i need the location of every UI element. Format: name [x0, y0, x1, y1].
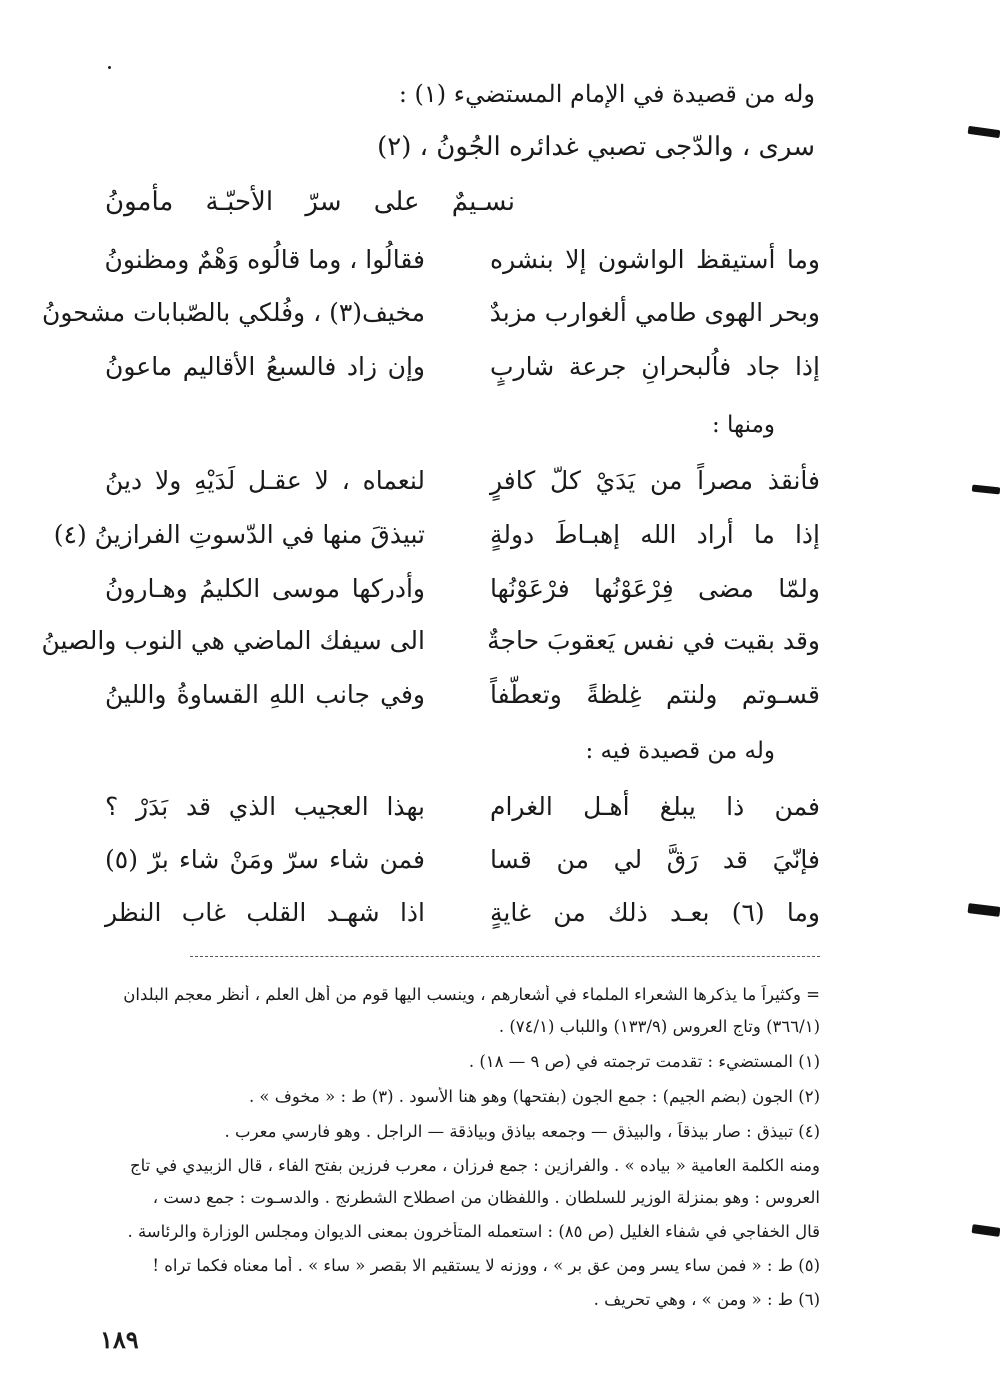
verse-second-hemistich: وأدركها موسى الكليمُ وهـارونُ: [105, 574, 425, 603]
footnote-line: (٢) الجون (بضم الجيم) : جمع الجون (بفتحها) وهو هنا الأسود . (٣) ط : « مخوف » .: [248, 1087, 820, 1106]
opening-verse-second-half: نسـيمٌ على سرّ الأحبّـة مأمونُ: [105, 187, 515, 217]
verse-second-hemistich: اذا شهـد القلب غاب النظر: [105, 898, 425, 927]
verse-first-hemistich: وبحر الهوى طامي ألغوارب مزبدٌ: [489, 298, 820, 327]
verse-second-hemistich: تبيذقَ منها في الدّسوتِ الفرازينُ (٤): [53, 520, 425, 549]
verse-second-hemistich: مخيف(٣) ، وفُلكي بالصّبابات مشحونُ: [42, 298, 425, 327]
verse-second-hemistich: وفي جانب اللهِ القساوةُ واللينُ: [105, 680, 425, 709]
verse-first-hemistich: وقد بقيت في نفس يَعقوبَ حاجةٌ: [487, 626, 820, 655]
verse-line: [0, 245, 1000, 291]
verse-line: [0, 466, 1000, 512]
verse-line: [0, 298, 1000, 344]
verse-second-hemistich: الى سيفك الماضي هي النوب والصينُ: [41, 626, 425, 655]
scan-edge-mark: [968, 126, 1000, 138]
section-heading: وله من قصيدة فيه :: [585, 738, 775, 764]
verse-line: [0, 352, 1000, 398]
verse-second-hemistich: فمن شاء سرّ ومَنْ شاء برّ (٥): [105, 845, 425, 874]
footnote-line: (٣٦٦/١) وتاج العروس (١٣٣/٩) واللباب (٧٤/١) .: [498, 1017, 820, 1036]
verse-first-hemistich: إذا ما أراد الله إهبـاطَ دولةٍ: [490, 520, 820, 549]
footnote-line: ومنه الكلمة العامية « بياده » . والفرازين : جمع فرزان ، معرب فرزين بفتح الفاء ، قال الزبيدي في تاج: [129, 1156, 820, 1175]
verse-first-hemistich: إذا جاد فاُلبحرانِ جرعة شاربٍ: [490, 352, 820, 381]
verse-first-hemistich: فأنقذ مصراً من يَدَيْ كلّ كافرٍ: [490, 466, 820, 495]
verse-first-hemistich: ولمّا مضى فِرْعَوْنُها فرْعَوْنُها: [490, 574, 820, 603]
verse-first-hemistich: وما (٦) بعـد ذلك من غايةٍ: [490, 898, 820, 927]
footnote-line: قال الخفاجي في شفاء الغليل (ص ٨٥) : استعمله المتأخرون بمعنى الديوان ومجلس الوزارة والرئاسة .: [127, 1222, 820, 1241]
verse-line: [0, 626, 1000, 672]
footnote-line: (١) المستضيء : تقدمت ترجمته في (ص ٩ — ١٨) .: [468, 1052, 820, 1071]
page-number: ١٨٩: [100, 1325, 139, 1354]
verse-first-hemistich: قسـوتم ولنتم غِلظةً وتعطّفاً: [490, 680, 820, 709]
footnote-line: (٦) ط : « ومن » ، وهي تحريف .: [593, 1290, 820, 1309]
verse-line: [0, 520, 1000, 566]
footnote-line: العروس : وهو بمنزلة الوزير للسلطان . واللفظان من اصطلاح الشطرنج . والدسـوت : جمع دست ،: [152, 1188, 820, 1207]
verse-line: [0, 845, 1000, 891]
verse-line: [0, 574, 1000, 620]
verse-second-hemistich: لنعماه ، لا عقـل لَدَيْهِ ولا دينُ: [105, 466, 425, 495]
poem-introduction: وله من قصيدة في الإمام المستضيء (١) :: [398, 80, 815, 108]
ink-speck: [108, 66, 111, 69]
footnote-divider: [190, 956, 820, 957]
footnote-line: = وكثيراً ما يذكرها الشعراء الملماء في أشعارهم ، وينسب اليها قوم من أهل العلم ، أنظر معجم البلدان: [123, 985, 820, 1004]
verse-second-hemistich: وإن زاد فالسبعُ الأقاليم ماعونُ: [105, 352, 425, 381]
opening-verse-first-half: سرى ، والدّجى تصبي غدائره الجُونُ ، (٢): [377, 132, 815, 162]
verse-line: [0, 792, 1000, 838]
verse-first-hemistich: وما أستيقظ الواشون إلا بنشره: [490, 245, 820, 274]
scan-edge-mark: [972, 1224, 1000, 1237]
footnote-line: (٤) تبيذق : صار بيذقاً ، والبيذق — وجمعه بياذق وبياذقة — الراجل . وهو فارسي معرب .: [224, 1122, 820, 1141]
verse-line: [0, 680, 1000, 726]
verse-first-hemistich: فإنّيَ قد رَقَّ لي من قسا: [490, 845, 820, 874]
footnote-line: (٥) ط : « فمن ساء يسر ومن عق بر » ، ووزنه لا يستقيم الا بقصر « ساء » . أما معناه فكما تراه !: [152, 1256, 820, 1275]
verse-line: [0, 898, 1000, 944]
verse-second-hemistich: بهذا العجيب الذي قد بَدَرْ ؟: [105, 792, 425, 821]
verse-first-hemistich: فمن ذا يبلغ أهـل الغرام: [490, 792, 820, 821]
verse-second-hemistich: فقالُوا ، وما قالُوه وَهْمٌ ومظنونُ: [104, 245, 425, 274]
section-heading: ومنها :: [711, 412, 775, 438]
